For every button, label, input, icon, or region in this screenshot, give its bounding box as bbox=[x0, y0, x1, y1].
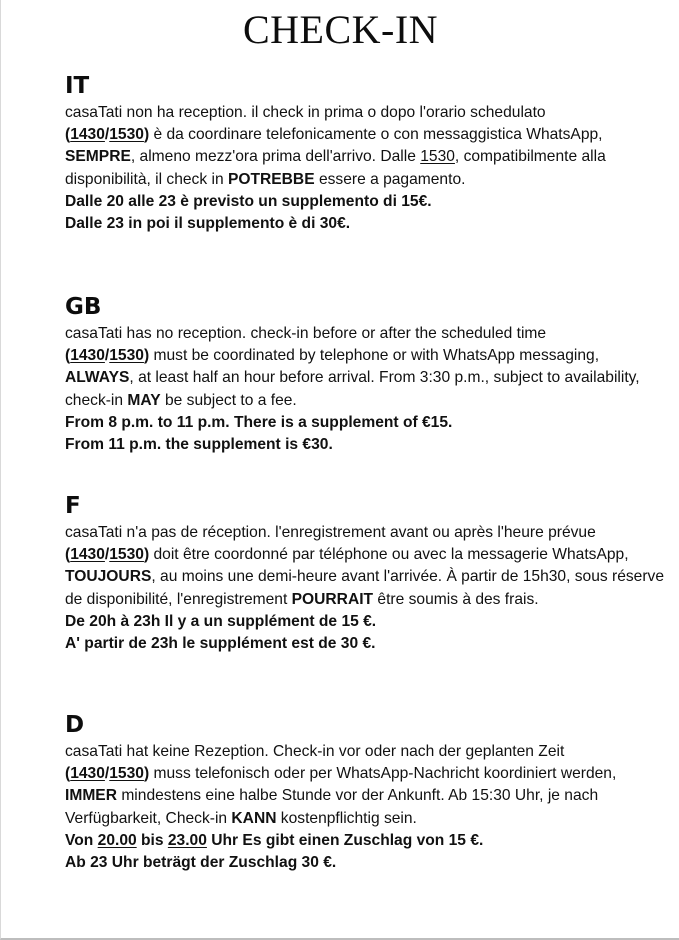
keyword-gb-1: ALWAYS bbox=[65, 369, 130, 387]
section-it bbox=[65, 72, 665, 235]
section-d bbox=[65, 711, 665, 874]
supplement-note-d-1: Von 20.00 bis 23.00 Uhr Es gibt einen Zuschlag von 15 €. bbox=[65, 831, 484, 849]
supplement-note-d-2: Ab 23 Uhr beträgt der Zuschlag 30 €. bbox=[65, 853, 337, 871]
paragraph-gb: casaTati has no reception. check-in before or after the scheduled time (1430/1530) must be coordinated by telephone or with WhatsApp messaging, ALWAYS, at least half an hour before arrival. From 3:30 p.m., subject to availability, check-in MAY be subject to a fee. bbox=[65, 325, 640, 409]
keyword-d-1: IMMER bbox=[65, 787, 117, 805]
paragraph-f: casaTati n'a pas de réception. l'enregistrement avant ou après l'heure prévue (1430/1530) doit être coordonné par téléphone ou avec la messagerie WhatsApp, TOUJOURS, au moins une demi-heure avant l'arrivée. À partir de 15h30, sous réserve de disponibilité, l'enregistrement POURRAIT être soumis à des frais. bbox=[65, 524, 665, 608]
section-f bbox=[65, 492, 665, 655]
keyword-f-2: POURRAIT bbox=[291, 590, 374, 608]
language-code-gb: GB bbox=[65, 294, 102, 320]
keyword-it-2: POTREBBE bbox=[227, 170, 315, 188]
keyword-gb-2: MAY bbox=[127, 391, 161, 409]
supplement-note-gb-1: From 8 p.m. to 11 p.m. There is a supplement of €15. bbox=[65, 413, 453, 431]
keyword-d-2: KANN bbox=[231, 809, 277, 827]
page-title: CHECK-IN bbox=[242, 7, 439, 52]
language-code-it: IT bbox=[65, 73, 90, 99]
supplement-note-it-1: Dalle 20 alle 23 è previsto un supplemento di 15€. bbox=[65, 192, 432, 210]
supplement-note-gb-2: From 11 p.m. the supplement is €30. bbox=[65, 435, 333, 453]
supplement-note-it-2: Dalle 23 in poi il supplemento è di 30€. bbox=[65, 214, 351, 232]
paragraph-it: casaTati non ha reception. il check in prima o dopo l'orario schedulato (1430/1530) è da coordinare telefonicamente o con messaggistica WhatsApp, SEMPRE, almeno mezz'ora prima dell'arrivo. Dalle 1530, compatibilmente alla disponibilità, il check in POTREBBE essere a pagamento. bbox=[65, 104, 606, 188]
language-code-f: F bbox=[65, 493, 81, 519]
section-gb bbox=[65, 293, 665, 456]
language-code-d: D bbox=[65, 712, 85, 738]
keyword-it-1: SEMPRE bbox=[65, 148, 131, 166]
paragraph-d: casaTati hat keine Rezeption. Check-in vor oder nach der geplanten Zeit (1430/1530) muss telefonisch oder per WhatsApp-Nachricht koordiniert werden, IMMER mindestens eine halbe Stunde vor der Ankunft. Ab 15:30 Uhr, je nach Verfügbarkeit, Check-in KANN kostenpflichtig sein. bbox=[65, 743, 617, 827]
supplement-note-f-2: A' partir de 23h le supplément est de 30 €. bbox=[65, 634, 376, 652]
supplement-note-f-1: De 20h à 23h Il y a un supplément de 15 €. bbox=[65, 612, 377, 630]
keyword-f-1: TOUJOURS bbox=[65, 568, 152, 586]
